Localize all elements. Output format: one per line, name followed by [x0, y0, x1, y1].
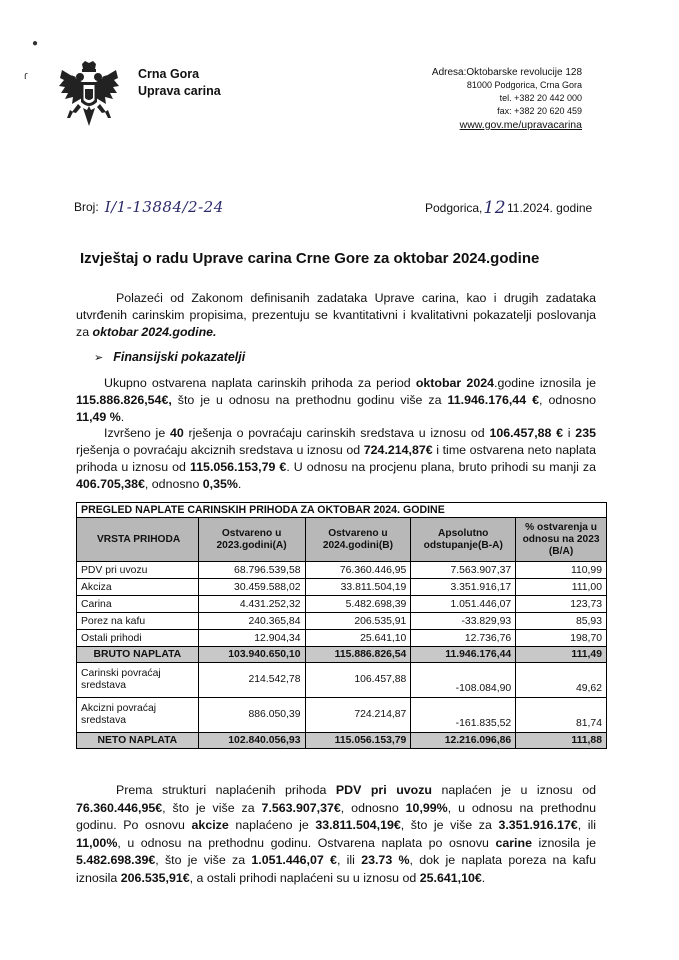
table-header: Apsolutno odstupanje(B-A) — [411, 518, 516, 562]
text-run: Ukupno ostvarena naplata carinskih prihoda za period — [104, 376, 416, 390]
table-cell: Porez na kafu — [77, 613, 199, 630]
table-cell: Ostali prihodi — [77, 630, 199, 647]
text-run: , u odnosu na prethodnu godinu. Po osnovu — [76, 800, 596, 832]
date-rest: 11.2024. godine — [507, 201, 593, 215]
table-row — [77, 613, 607, 630]
text-run: rješenja o povraćaju akciznih sredstava u iznosu od — [76, 443, 364, 457]
website-link[interactable]: www.gov.me/upravacarina — [459, 119, 582, 131]
table-cell: -161.835,52 — [411, 698, 516, 733]
table-cell: BRUTO NAPLATA — [77, 647, 199, 663]
text-run: . — [481, 870, 486, 885]
text-bold: 206.535,91€ — [120, 870, 190, 885]
text-run: . U odnosu na procjenu plana, bruto prihodi su manji za — [286, 460, 596, 474]
table-cell: 85,93 — [516, 613, 607, 630]
text-bold: 25.641,10€ — [419, 870, 482, 885]
table-cell: 214.542,78 — [198, 663, 305, 698]
text-bold: 11,00% — [76, 835, 118, 850]
table-cell: NETO NAPLATA — [77, 733, 199, 749]
address-block — [432, 66, 582, 132]
reference-number — [74, 198, 224, 216]
table-header: VRSTA PRIHODA — [77, 518, 199, 562]
broj-label: Broj: — [74, 200, 99, 214]
text-run: , odnosno — [539, 393, 596, 407]
table-cell: 4.431.252,32 — [198, 596, 305, 613]
text-run: , što je više za — [155, 853, 252, 867]
table-cell: 30.459.588,02 — [198, 579, 305, 596]
address-tel: tel. +382 20 442 000 — [499, 93, 582, 103]
address-fax: fax: +382 20 620 459 — [497, 106, 582, 116]
arrow-bullet-icon: ➢ — [94, 351, 104, 364]
table-cell: 102.840.056,93 — [198, 733, 305, 749]
address-street: Adresa:Oktobarske revolucije 128 — [431, 67, 582, 78]
report-title: Izvještaj o radu Uprave carina Crne Gore za oktobar 2024.godine — [80, 250, 540, 267]
table-cell: 76.360.446,95 — [305, 562, 411, 579]
table-cell: Carina — [77, 596, 199, 613]
text-bold: 33.811.504,19€ — [315, 818, 401, 832]
section-title: Finansijski pokazatelji — [113, 350, 246, 364]
table-cell: 81,74 — [516, 698, 607, 733]
scan-pen-mark: ɾ — [24, 70, 28, 82]
broj-handwritten-value: I/1-13884/2-24 — [104, 198, 224, 216]
table-header: % ostvarenja u odnosu na 2023 (B/A) — [516, 518, 607, 562]
table-cell: 886.050,39 — [198, 698, 305, 733]
text-run: , dok je naplata poreza na kafu iznosila — [76, 853, 597, 885]
text-run: , u odnosu na prethodnu godinu. Ostvarena naplata po osnovu — [117, 835, 496, 850]
table-cell: 110,99 — [516, 562, 607, 579]
table-row — [77, 579, 607, 596]
text-run: , što je više za — [400, 818, 499, 832]
text-run: što je u odnosu na prethodnu godinu više za — [171, 393, 448, 407]
text-run: rješenja o povraćaju carinskih sredstava u iznosu od — [183, 426, 490, 440]
place-label: Podgorica, — [425, 201, 483, 215]
text-run: , a ostali prihodi naplaćeni su u iznosu od — [189, 870, 420, 885]
table-cell: -108.084,90 — [411, 663, 516, 698]
table-cell: 12.904,34 — [198, 630, 305, 647]
table-cell: Akcizni povraćaj sredstava — [77, 698, 199, 733]
montenegro-coat-of-arms-icon — [58, 60, 120, 130]
table-cell: PDV pri uvozu — [77, 562, 199, 579]
table-cell: Akciza — [77, 579, 199, 596]
table-cell: 111,49 — [516, 647, 607, 663]
text-bold: 40 — [169, 426, 184, 440]
table-cell: 7.563.907,37 — [411, 562, 516, 579]
text-run: .godine iznosila je — [494, 376, 596, 390]
table-row — [77, 630, 607, 647]
text-bold: 11,49 % — [76, 410, 121, 424]
text-run: Izvršeno je — [104, 426, 170, 440]
text-run: i — [563, 426, 576, 440]
table-cell: 123,73 — [516, 596, 607, 613]
text-run: naplaćeno je — [228, 818, 316, 832]
text-bold: 11.946.176,44 € — [447, 393, 539, 407]
structure-paragraph — [76, 782, 596, 887]
text-run: , odnosno — [144, 477, 203, 491]
section-heading — [94, 350, 245, 364]
table-cell: 5.482.698,39 — [305, 596, 411, 613]
text-bold: 406.705,38€ — [76, 477, 145, 491]
intro-paragraph — [76, 290, 596, 341]
text-run: i time ostvarena neto naplata prihoda u iznosu od — [76, 443, 596, 474]
text-bold: oktobar 2024 — [415, 376, 494, 390]
org-agency: Uprava carina — [138, 84, 221, 98]
table-cell: 115.056.153,79 — [305, 733, 411, 749]
text-bold: 23.73 % — [361, 853, 410, 867]
text-bold: 0,35% — [202, 477, 238, 491]
table-header: Ostvareno u 2024.godini(B) — [305, 518, 411, 562]
date-day-handwritten: 12 — [483, 198, 507, 218]
text-bold: PDV pri uvozu — [335, 783, 432, 797]
table-cell: Carinski povraćaj sredstava — [77, 663, 199, 698]
table-cell: 198,70 — [516, 630, 607, 647]
text-bold: 3.351.916.17€ — [498, 818, 578, 832]
text-bold: 235 — [575, 426, 596, 440]
text-bold: 115.056.153,79 € — [189, 460, 287, 474]
text-run: , ili — [577, 818, 596, 832]
text-bold: 115.886.826,54€, — [76, 393, 172, 407]
place-and-date — [425, 198, 592, 218]
text-bold: 5.482.698.39€ — [76, 853, 156, 867]
table-cell: 103.940.650,10 — [198, 647, 305, 663]
table-cell: 111,88 — [516, 733, 607, 749]
table-cell: 3.351.916,17 — [411, 579, 516, 596]
scan-dot-mark: ● — [32, 38, 39, 49]
table-cell: 1.051.446,07 — [411, 596, 516, 613]
table-row — [77, 562, 607, 579]
text-run: , ili — [336, 853, 362, 867]
organization-name — [138, 66, 221, 100]
text-bold: akcize — [191, 818, 229, 832]
table-row — [77, 698, 607, 733]
refund-paragraph — [76, 425, 596, 493]
table-cell: 68.796.539,58 — [198, 562, 305, 579]
table-cell: 724.214,87 — [305, 698, 411, 733]
text-run: , što je više za — [162, 800, 262, 815]
text-bold: 1.051.446,07 € — [251, 853, 337, 867]
table-cell: 206.535,91 — [305, 613, 411, 630]
neto-total-row — [77, 733, 607, 749]
collection-paragraph — [76, 375, 596, 426]
text-run: . — [237, 477, 242, 491]
text-run: Prema strukturi naplaćenih prihoda — [116, 783, 336, 797]
table-cell: 12.736,76 — [411, 630, 516, 647]
table-caption-row — [77, 503, 607, 518]
table-caption: PREGLED NAPLATE CARINSKIH PRIHODA ZA OKTOBAR 2024. GODINE — [77, 503, 607, 518]
table-cell: 240.365,84 — [198, 613, 305, 630]
text-bold: 10,99% — [405, 800, 448, 815]
text-run: iznosila je — [531, 835, 596, 850]
table-row — [77, 596, 607, 613]
table-cell: 49,62 — [516, 663, 607, 698]
bruto-total-row — [77, 647, 607, 663]
text-run: naplaćen je u iznosu od — [432, 783, 596, 797]
table-header-row — [77, 518, 607, 562]
table-cell: 33.811.504,19 — [305, 579, 411, 596]
text-bold: 724.214,87€ — [363, 443, 433, 457]
text-run: , odnosno — [340, 800, 406, 815]
text-bold: oktobar 2024.godine. — [92, 325, 217, 339]
text-bold: 7.563.907,37€ — [261, 800, 341, 815]
table-row — [77, 663, 607, 698]
table-cell: -33.829,93 — [411, 613, 516, 630]
table-cell: 12.216.096,86 — [411, 733, 516, 749]
text-bold: 76.360.446,95€ — [76, 800, 163, 815]
table-cell: 25.641,10 — [305, 630, 411, 647]
table-cell: 111,00 — [516, 579, 607, 596]
org-country: Crna Gora — [138, 67, 200, 81]
text-bold: 106.457,88 € — [489, 426, 564, 440]
address-city: 81000 Podgorica, Crna Gora — [466, 80, 582, 90]
text-run: . — [120, 410, 125, 424]
text-run: Polazeći od Zakonom definisanih zadataka Uprave carina, kao i drugih zadataka utvrđenih carinskim propisima, prezentuju se kvantitativni i kvalitativni pokazatelji poslovanja za — [76, 291, 596, 339]
table-cell: 11.946.176,44 — [411, 647, 516, 663]
revenue-table — [76, 502, 607, 749]
text-bold: carine — [495, 835, 532, 850]
table-header: Ostvareno u 2023.godini(A) — [198, 518, 305, 562]
table-cell: 115.886.826,54 — [305, 647, 411, 663]
table-cell: 106.457,88 — [305, 663, 411, 698]
